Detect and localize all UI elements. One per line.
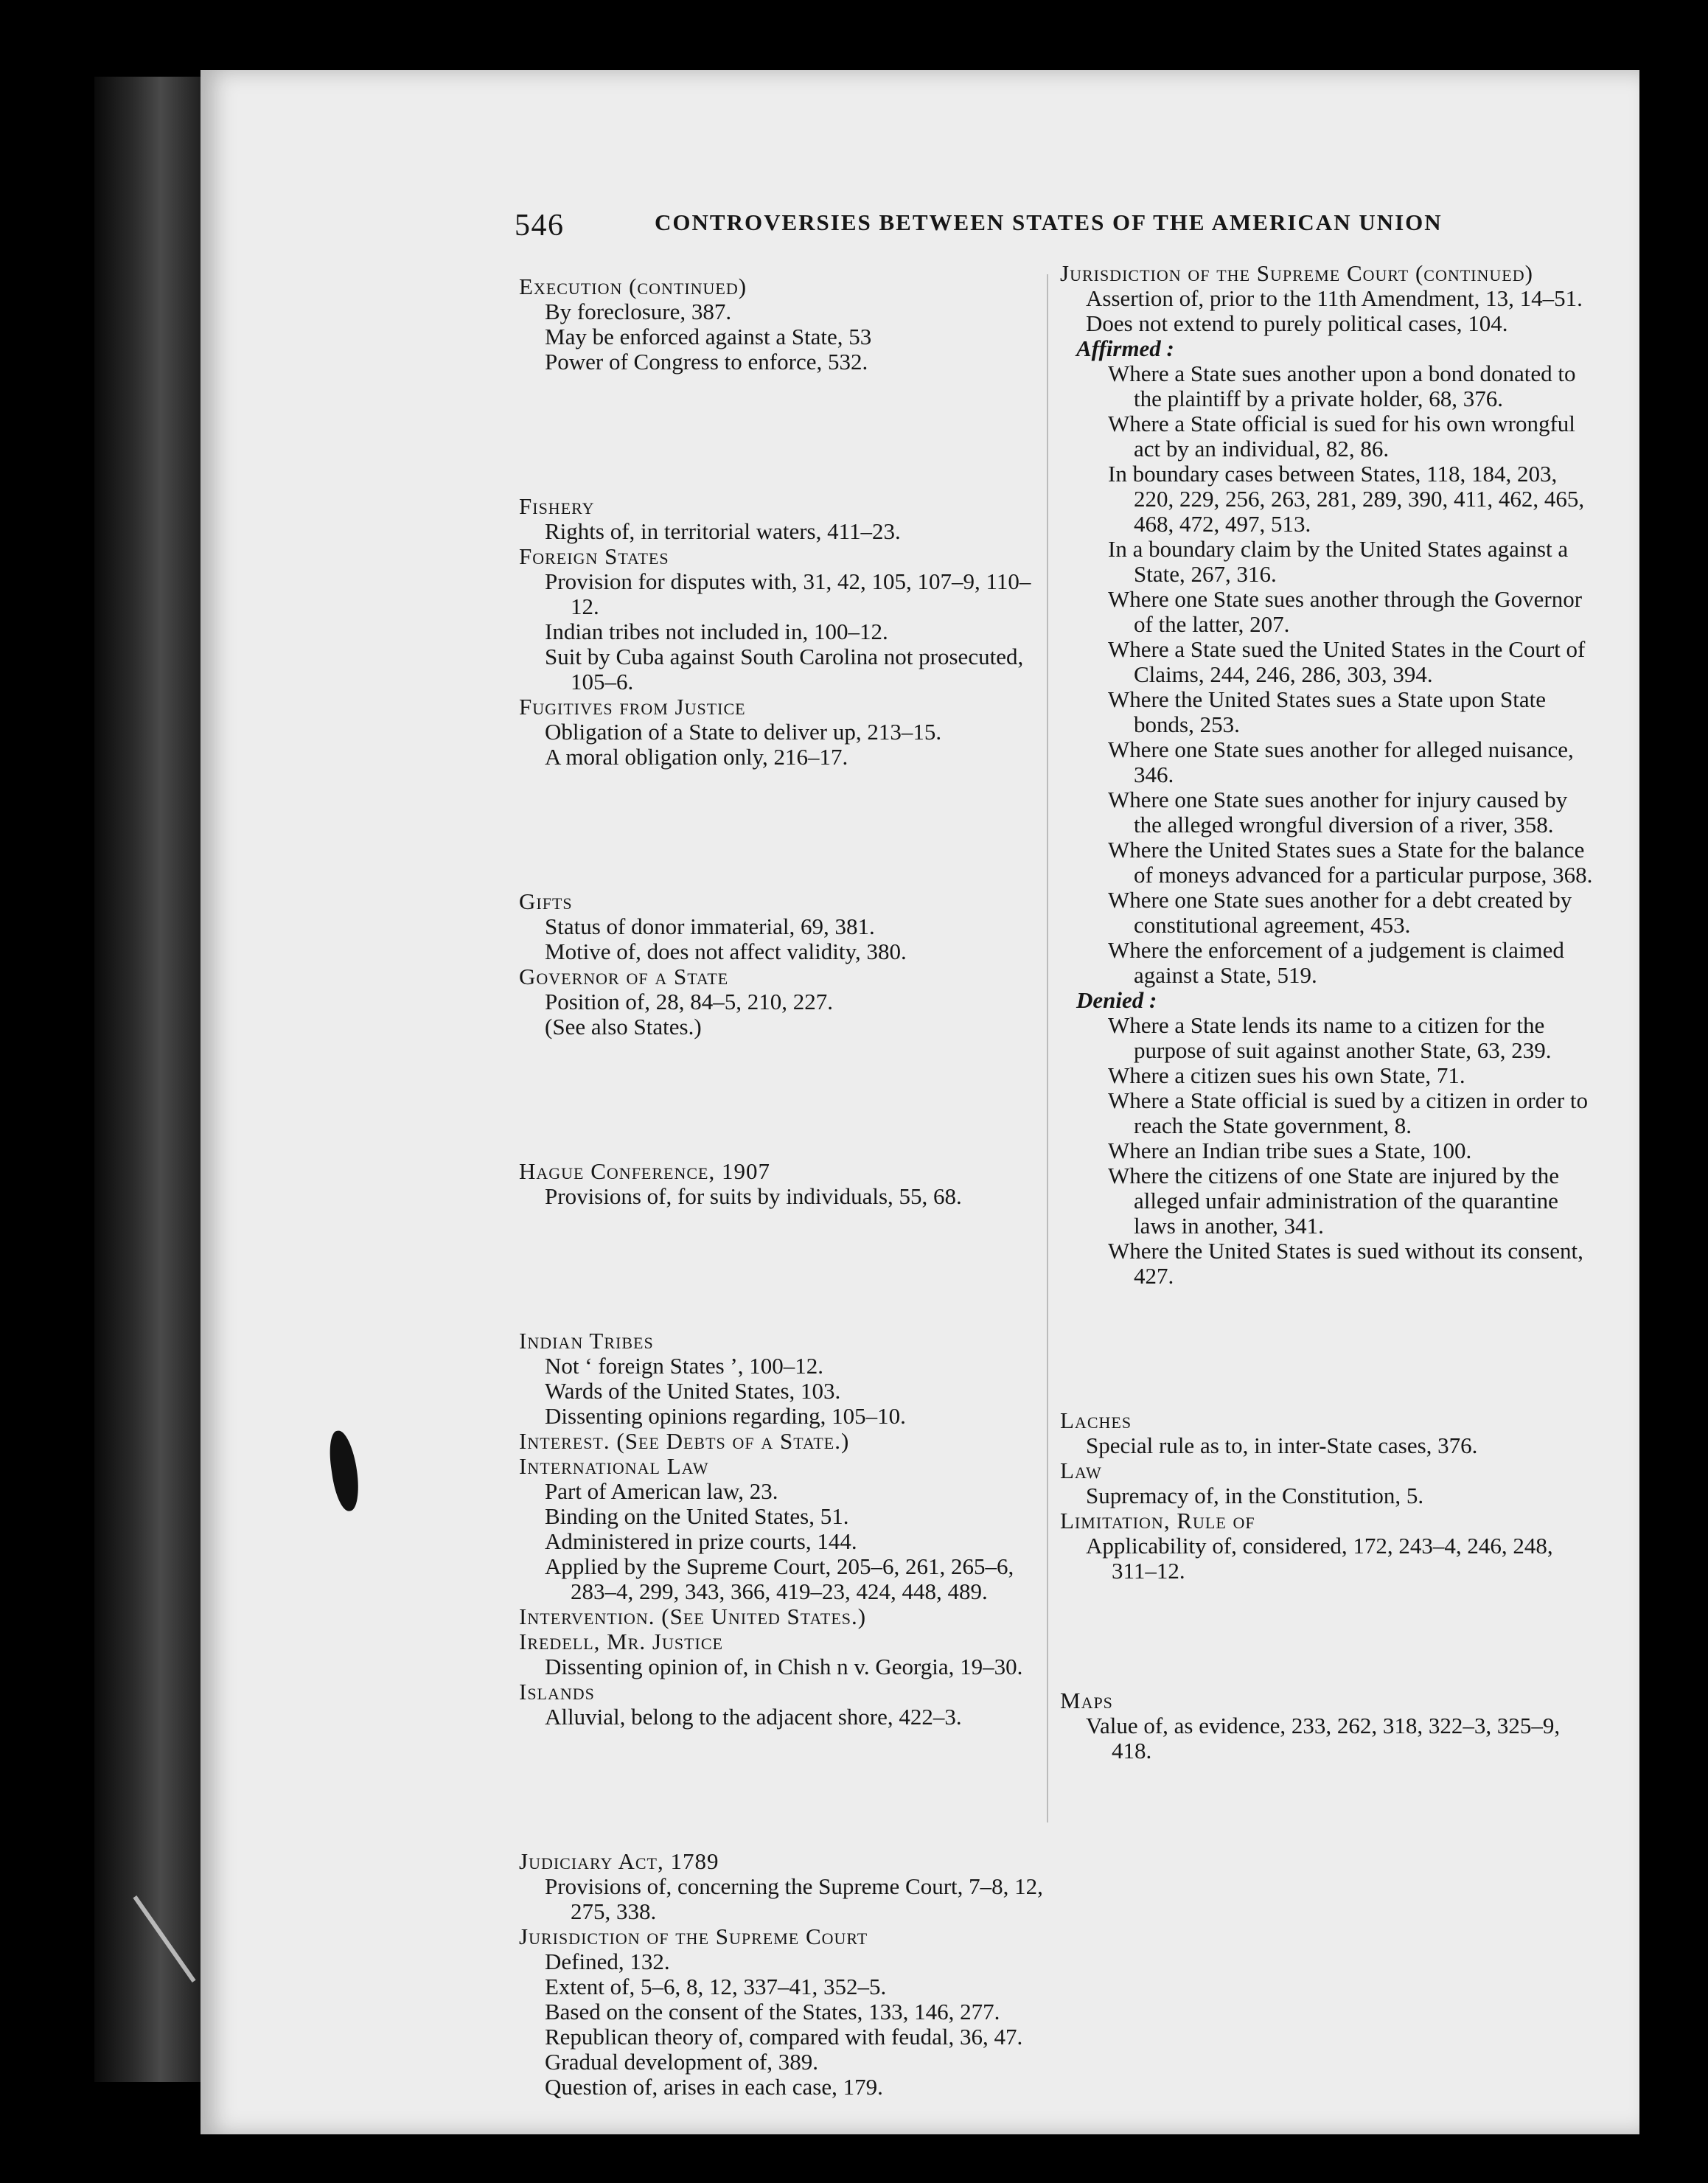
index-subentry: Applied by the Supreme Court, 205–6, 261, 265–6, 283–4, 299, 343, 366, 419–23, 424, 448, 489. <box>545 1553 1014 1604</box>
index-heading: Law <box>1060 1458 1102 1483</box>
index-subentry: Does not extend to purely political cases, 104. <box>1086 310 1508 336</box>
index-subentry: Wards of the United States, 103. <box>545 1378 841 1404</box>
entry-gap <box>519 1752 1050 1826</box>
index-subentry: Rights of, in territorial waters, 411–23. <box>545 518 901 544</box>
index-subentry: Where a State sued the United States in the Court of Claims, 244, 246, 286, 303, 394. <box>1108 636 1586 687</box>
index-subentry: Where one State sues another for a debt created by constitutional agreement, 453. <box>1108 887 1572 938</box>
entry-gap <box>519 1232 1050 1306</box>
index-heading: International Law <box>519 1453 709 1479</box>
page-header <box>515 205 1547 257</box>
index-subentry: Binding on the United States, 51. <box>545 1503 849 1529</box>
index-subentry: Where a State official is sued by a citizen in order to reach the State government, 8. <box>1108 1087 1589 1138</box>
index-subentry: Indian tribes not included in, 100–12. <box>545 619 888 644</box>
index-subentry: Where a State official is sued for his own wrongful act by an individual, 82, 86. <box>1108 411 1575 462</box>
index-subentry: Where the citizens of one State are injured by the alleged unfair administration of the quarantine laws in another, 341. <box>1108 1163 1559 1239</box>
index-subentry: Power of Congress to enforce, 532. <box>545 349 868 375</box>
index-qualifier: Denied : <box>1076 987 1157 1013</box>
index-subentry: Where the United States sues a State for the balance of moneys advanced for a particular purpose, 368. <box>1108 837 1593 888</box>
index-subentry: Position of, 28, 84–5, 210, 227. <box>545 989 833 1014</box>
index-column-left <box>519 274 1050 2100</box>
index-heading: Hague Conference, 1907 <box>519 1158 770 1184</box>
index-subentry: Motive of, does not affect validity, 380. <box>545 939 907 964</box>
index-subentry: Provisions of, for suits by individuals, 55, 68. <box>545 1183 962 1209</box>
index-subentry: Based on the consent of the States, 133, 146, 277. <box>545 1999 1000 2024</box>
index-subentry: Where a State lends its name to a citizen for the purpose of suit against another State, 63, 239. <box>1108 1012 1552 1063</box>
index-heading: Islands <box>519 1679 595 1705</box>
index-subentry: Status of donor immaterial, 69, 381. <box>545 913 875 939</box>
entry-gap <box>519 1062 1050 1136</box>
index-heading: Jurisdiction of the Supreme Court <box>519 1923 868 1949</box>
index-subentry: Where the United States is sued without its consent, 427. <box>1108 1238 1583 1289</box>
index-subentry: Where the United States sues a State upon State bonds, 253. <box>1108 686 1547 737</box>
index-heading: Interest. (See Debts of a State.) <box>519 1428 850 1454</box>
index-qualifier: Affirmed : <box>1076 335 1174 361</box>
index-subentry: Provisions of, concerning the Supreme Court, 7–8, 12, 275, 338. <box>545 1873 1043 1924</box>
index-heading: Fugitives from Justice <box>519 694 746 720</box>
page-number: 546 <box>515 209 565 243</box>
index-heading: Fishery <box>519 493 595 519</box>
book-spine-edge <box>94 77 205 2082</box>
index-subentry: Where a State sues another upon a bond donated to the plaintiff by a private holder, 68, 376. <box>1108 361 1576 411</box>
index-subentry: Where an Indian tribe sues a State, 100. <box>1108 1138 1472 1163</box>
index-subentry: Where one State sues another for injury caused by the alleged wrongful diversion of a river, 358. <box>1108 787 1568 838</box>
index-subentry: Gradual development of, 389. <box>545 2049 819 2075</box>
index-subentry: Dissenting opinion of, in Chish n v. Georgia, 19–30. <box>545 1654 1023 1679</box>
index-subentry: Republican theory of, compared with feudal, 36, 47. <box>545 2024 1023 2050</box>
index-subentry: In a boundary claim by the United States against a State, 267, 316. <box>1108 536 1569 587</box>
index-subentry: May be enforced against a State, 53 <box>545 324 872 349</box>
index-heading: Judiciary Act, 1789 <box>519 1848 719 1874</box>
index-subentry: Not ‘ foreign States ’, 100–12. <box>545 1353 823 1379</box>
index-heading: Iredell, Mr. Justice <box>519 1629 723 1654</box>
index-subentry: Assertion of, prior to the 11th Amendment, 13, 14–51. <box>1086 285 1583 311</box>
index-subentry: Where a citizen sues his own State, 71. <box>1108 1062 1465 1088</box>
index-subentry: Value of, as evidence, 233, 262, 318, 322–3, 325–9, 418. <box>1086 1713 1561 1764</box>
index-subentry: Where one State sues another for alleged nuisance, 346. <box>1108 737 1574 787</box>
index-subentry: (See also States.) <box>545 1014 702 1040</box>
index-heading: Jurisdiction of the Supreme Court (continued) <box>1060 260 1533 286</box>
index-subentry: Provision for disputes with, 31, 42, 105, 107–9, 110–12. <box>545 568 1031 619</box>
index-heading: Laches <box>1060 1407 1132 1433</box>
index-subentry: By foreclosure, 387. <box>545 299 732 324</box>
index-subentry: Administered in prize courts, 144. <box>545 1528 857 1554</box>
entry-gap <box>519 793 1050 866</box>
index-subentry: Suit by Cuba against South Carolina not prosecuted, 105–6. <box>545 644 1024 694</box>
index-heading: Indian Tribes <box>519 1328 654 1354</box>
running-title: CONTROVERSIES BETWEEN STATES OF THE AMERICAN UNION <box>655 209 1443 235</box>
index-subentry: Applicability of, considered, 172, 243–4, 246, 248, 311–12. <box>1086 1533 1553 1584</box>
entry-gap <box>1060 1606 1598 1665</box>
index-heading: Limitation, Rule of <box>1060 1508 1255 1533</box>
index-subentry: Part of American law, 23. <box>545 1478 778 1504</box>
index-subentry: A moral obligation only, 216–17. <box>545 744 848 770</box>
index-subentry: Alluvial, belong to the adjacent shore, 422–3. <box>545 1704 962 1730</box>
index-subentry: Defined, 132. <box>545 1949 670 1974</box>
index-subentry: Obligation of a State to deliver up, 213–15. <box>545 719 942 745</box>
index-heading: Gifts <box>519 888 573 914</box>
index-subentry: Dissenting opinions regarding, 105–10. <box>545 1403 906 1429</box>
index-heading: Maps <box>1060 1688 1113 1713</box>
index-heading: Intervention. (See United States.) <box>519 1604 867 1629</box>
index-column-right <box>1060 261 1598 1764</box>
index-subentry: Where one State sues another through the Governor of the latter, 207. <box>1108 586 1583 637</box>
index-heading: Foreign States <box>519 543 669 569</box>
index-heading: Governor of a State <box>519 964 729 989</box>
index-subentry: Extent of, 5–6, 8, 12, 337–41, 352–5. <box>545 1974 887 1999</box>
entry-gap <box>1060 1312 1598 1385</box>
entry-gap <box>519 397 1050 471</box>
index-subentry: Special rule as to, in inter-State cases, 376. <box>1086 1432 1478 1458</box>
index-subentry: Where the enforcement of a judgement is claimed against a State, 519. <box>1108 937 1564 988</box>
index-subentry: Supremacy of, in the Constitution, 5. <box>1086 1483 1424 1508</box>
index-heading: Execution (continued) <box>519 274 747 299</box>
index-subentry: In boundary cases between States, 118, 184, 203, 220, 229, 256, 263, 281, 289, 390, 411, 462, 465, 468, 472, 497, 513. <box>1108 461 1585 537</box>
index-subentry: Question of, arises in each case, 179. <box>545 2074 883 2100</box>
